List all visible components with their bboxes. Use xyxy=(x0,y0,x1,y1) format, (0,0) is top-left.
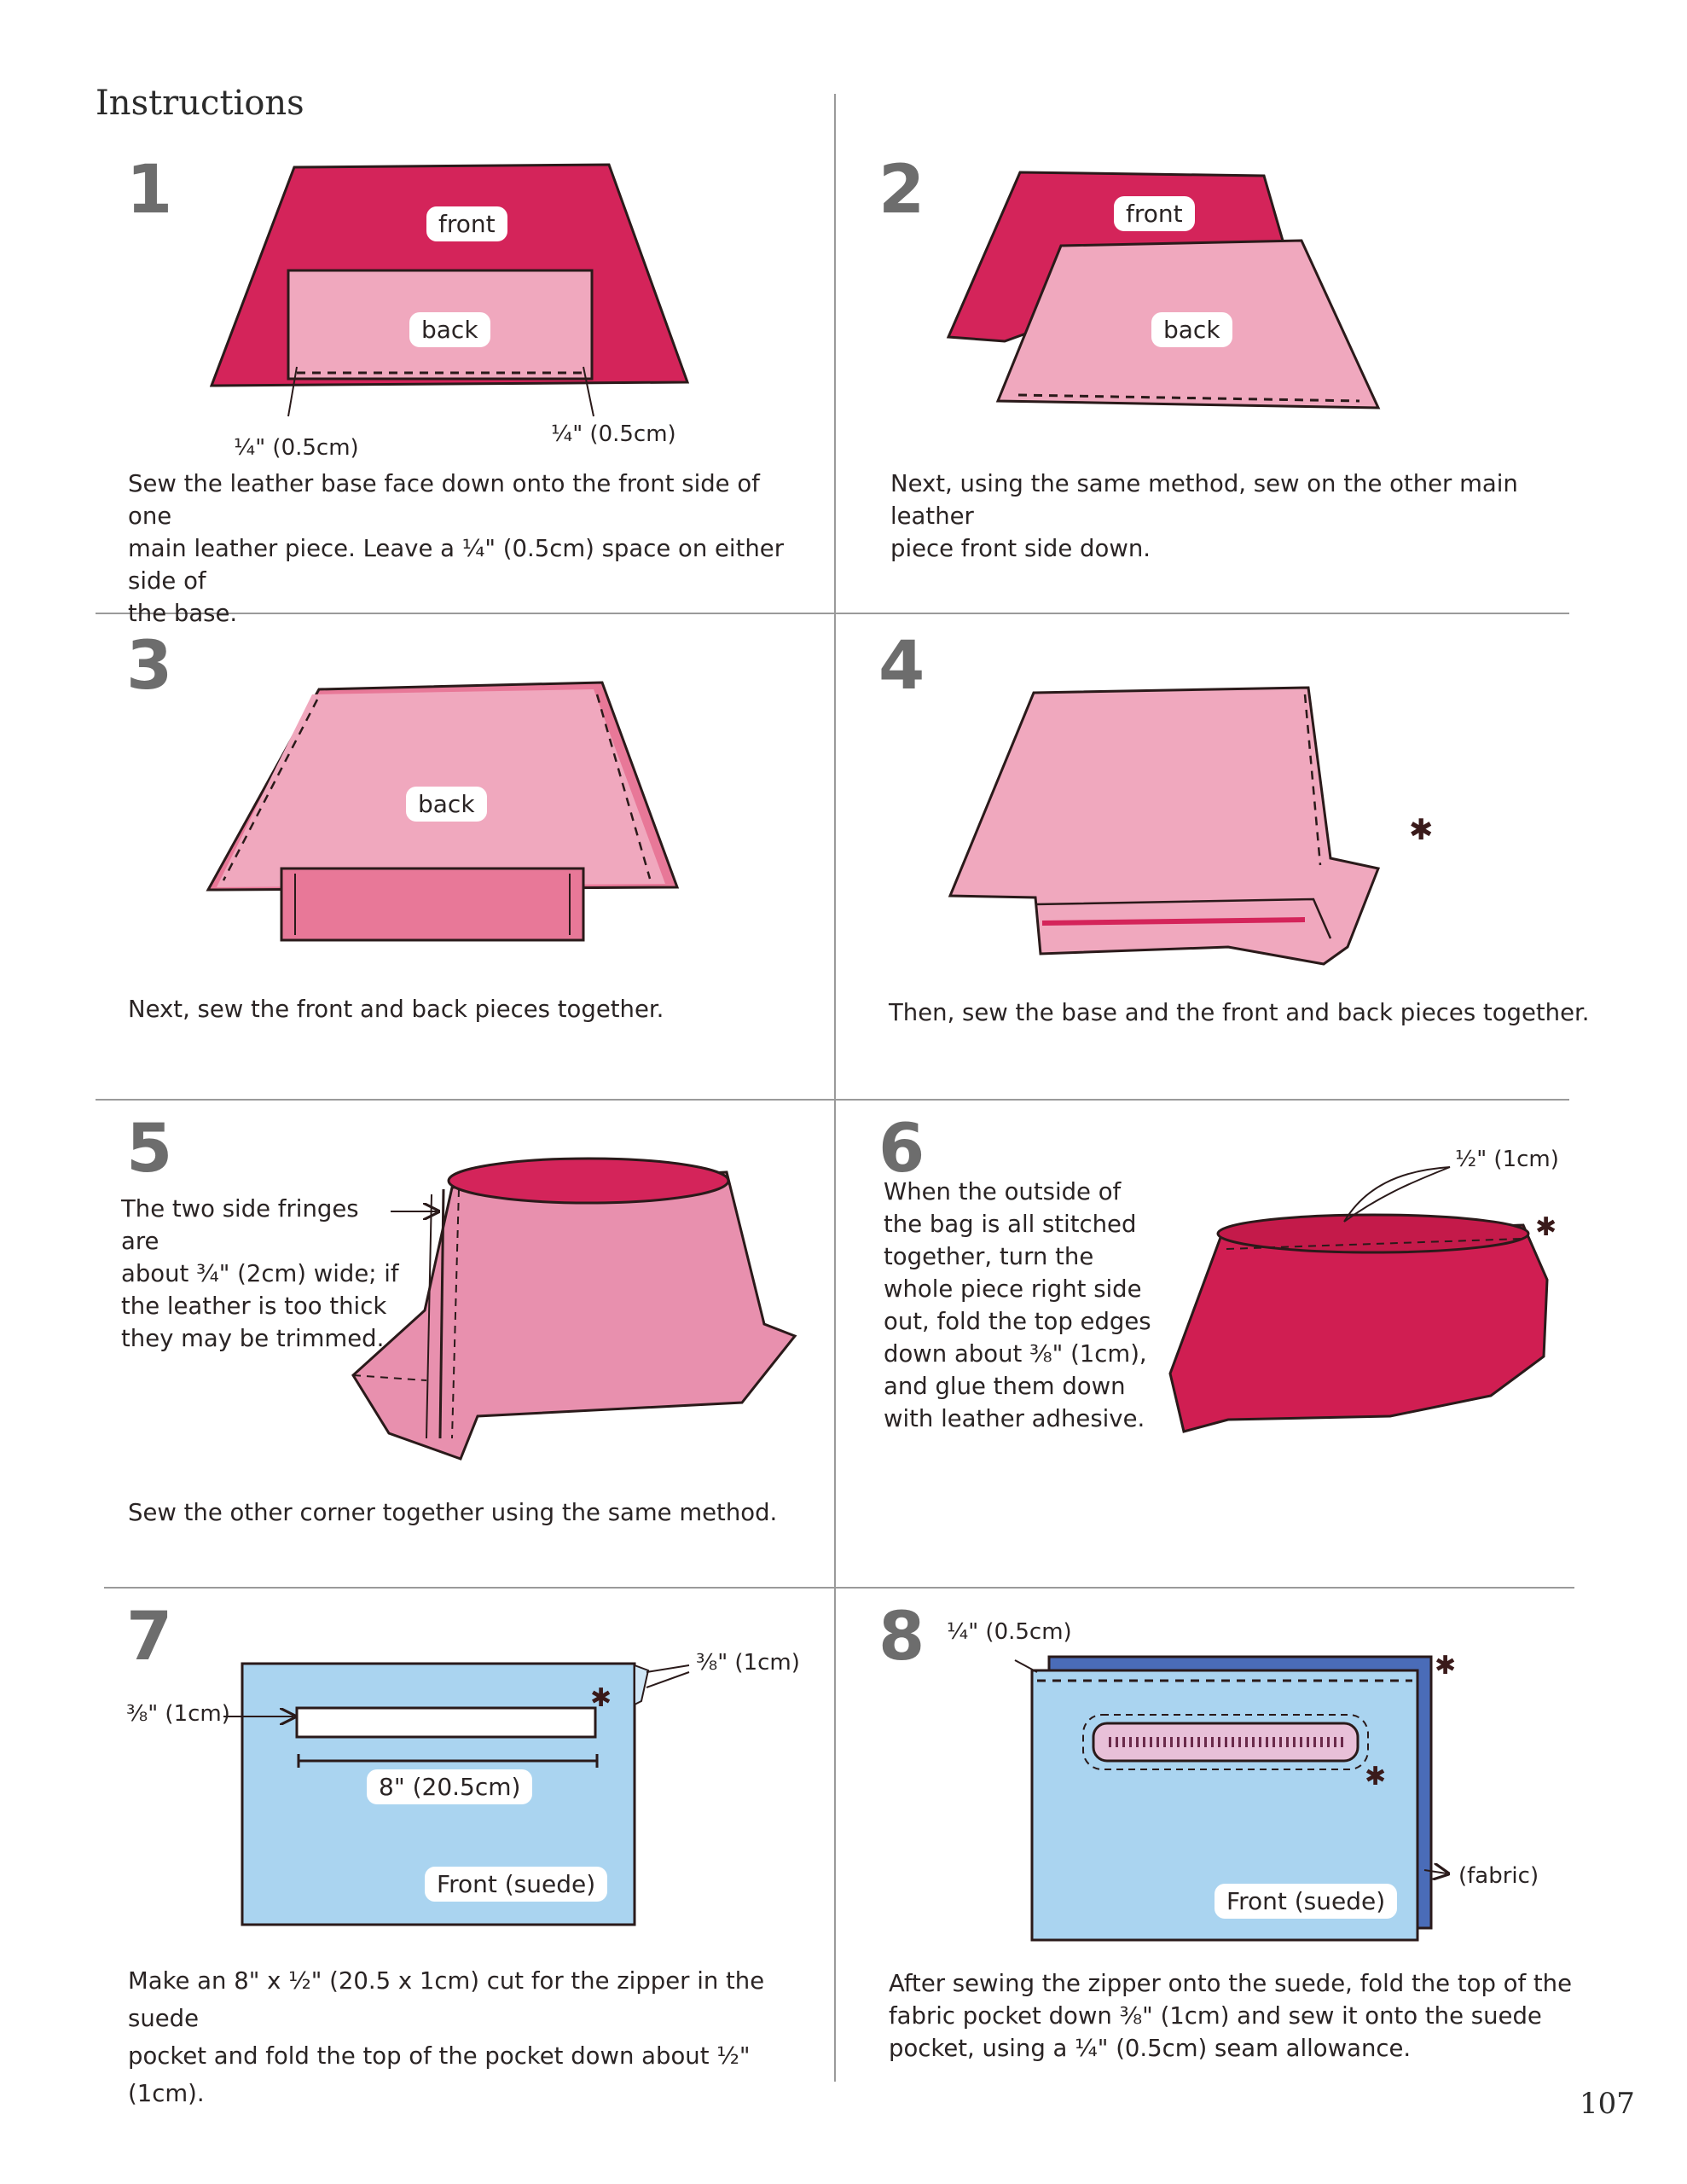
svg-text:✱: ✱ xyxy=(1435,1651,1457,1681)
step-number-5: 5 xyxy=(126,1111,173,1188)
step-number-8: 8 xyxy=(878,1599,925,1676)
step-5-illustration xyxy=(353,1159,795,1459)
step-number-4: 4 xyxy=(878,628,925,705)
svg-text:✱: ✱ xyxy=(1409,813,1434,847)
step2-caption: Next, using the same method, sew on the other main leather piece front side down. xyxy=(890,470,1518,562)
step5-note: The two side fringes are about ¾" (2cm) wide; if the leather is too thick they may be trimmed. xyxy=(121,1195,399,1352)
step8-caption: After sewing the zipper onto the suede, fold the top of the fabric pocket down ⅜" (1cm) and sew it onto the suede pocket, using a ¼" (0.5cm) seam allowance. xyxy=(889,1970,1573,2062)
step-number-7: 7 xyxy=(126,1599,173,1676)
step6-fold-label: ½" (1cm) xyxy=(1455,1147,1559,1172)
step-number-6: 6 xyxy=(878,1111,925,1188)
step2-back-label: back xyxy=(1151,312,1232,347)
svg-text:✱: ✱ xyxy=(1365,1762,1387,1792)
step-4-illustration xyxy=(950,688,1434,964)
step-number-1: 1 xyxy=(126,152,173,229)
step4-caption: Then, sew the base and the front and back pieces together. xyxy=(889,999,1590,1026)
step-number-3: 3 xyxy=(126,628,173,705)
step3-back-label: back xyxy=(406,787,487,822)
step8-piece-label: Front (suede) xyxy=(1215,1884,1397,1919)
step-6-illustration xyxy=(1170,1167,1557,1432)
step3-caption: Next, sew the front and back pieces together. xyxy=(128,996,664,1023)
page-number: 107 xyxy=(1580,2087,1635,2121)
step-number-2: 2 xyxy=(878,152,925,229)
svg-text:✱: ✱ xyxy=(590,1683,612,1713)
step-1-illustration xyxy=(212,165,687,416)
step8-fabric-label: (fabric) xyxy=(1458,1863,1539,1889)
step1-front-label: front xyxy=(426,206,507,241)
step7-piece-label: Front (suede) xyxy=(425,1867,607,1902)
step6-pointer xyxy=(1344,1167,1450,1222)
step7-caption: Make an 8" x ½" (20.5 x 1cm) cut for the zipper in the suede pocket and fold the top of the pocket down about ½" (1cm). xyxy=(128,1967,765,2107)
step3-base xyxy=(281,868,583,940)
step6-note: When the outside of the bag is all stitched together, turn the whole piece right side out, fold the top edges down about ⅜" (1cm), and glue them down with leather adhesive. xyxy=(884,1178,1151,1432)
page-title: Instructions xyxy=(96,84,304,123)
step2-front-label: front xyxy=(1114,196,1195,231)
step8-seam-label: ¼" (0.5cm) xyxy=(947,1619,1072,1645)
step5-caption: Sew the other corner together using the same method. xyxy=(128,1499,778,1526)
step7-fold-label: ⅜" (1cm) xyxy=(696,1650,800,1676)
step1-caption: Sew the leather base face down onto the front side of one main leather piece. Leave a ¼" (0.5cm) space on either side of the base. xyxy=(128,470,785,627)
step1-right-gap: ¼" (0.5cm) xyxy=(551,421,676,447)
step1-left-gap: ¼" (0.5cm) xyxy=(234,435,359,461)
step7-cut-height-label: ⅜" (1cm) xyxy=(126,1701,230,1727)
step1-back-label: back xyxy=(409,312,490,347)
step6-body xyxy=(1170,1225,1547,1432)
step7-cut-length-label: 8" (20.5cm) xyxy=(367,1769,532,1804)
svg-text:✱: ✱ xyxy=(1535,1212,1557,1242)
step7-zipper-cut xyxy=(297,1708,595,1737)
step5-body xyxy=(353,1172,795,1459)
